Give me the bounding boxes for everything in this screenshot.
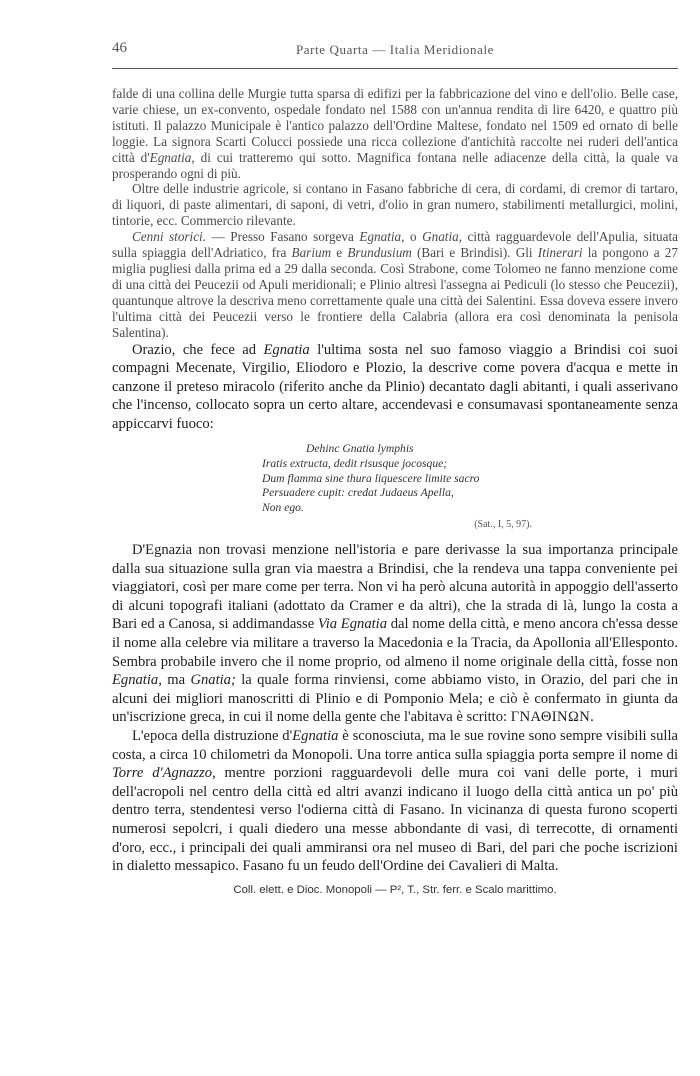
quote-line: Dehinc Gnatia lymphis — [306, 442, 414, 456]
paragraph-industries — [112, 181, 678, 229]
text-span: e — [331, 245, 348, 261]
italic-term: Barium — [291, 245, 332, 261]
header-rule — [112, 68, 678, 69]
paragraph-horace — [112, 341, 678, 434]
italic-term: Via Egnatia — [317, 616, 388, 633]
greek-inscription: ΓΝΑΘΙΝΩΝ. — [510, 709, 595, 726]
text-span: ma — [161, 672, 191, 689]
text-span: , di cui tratteremo qui sotto. Magnifica fontana nelle adiacenze della città, la quale va prosperando ogni di più. — [112, 149, 678, 181]
text-span: , mentre porzioni ragguardevoli delle mura coi vani delle porte, i muri dell'acropoli nel centro della città ed altri avanzi indicano il luogo della città antica un po' più dentro terra, stendentesi verso l'odierna città di Fasano. In vicinanza di questa furono scoperti numerosi sepolcri, i quali diedero una messe abbondante di vasi, di terrecotte, di ornamenti d'oro, ecc., i principali dei quali ammiransi ora nel museo di Bari, del pari che poche iscrizioni in dialetto messapico. Fasano fu un feudo dell'Ordine dei Cavalieri di Malta. — [112, 765, 678, 875]
text-span: , città ragguardevole dell'Apulia, situata sulla spiaggia dell'Adriatico, fra — [112, 229, 678, 261]
italic-term: Gnatia; — [190, 672, 236, 689]
paragraph-egnazia-road — [112, 541, 678, 727]
italic-term: Egnatia, — [112, 672, 162, 689]
text-span: falde di una collina delle Murgie tutta sparsa di edifizi per la fabbricazione del vino e dell'olio. Belle case, varie chiese, un ex-convento, ospedale fondato nel 1588 con un'annua rendita di lire 6420, e quattro più istituti. Il palazzo Municipale è l'antico palazzo dell'Ordine Maltese, fondato nel 1509 ed ornato di belle loggie. La signora Scarti Colucci possiede una ricca collezione d'antichità raccolte nei ruderi dell'antica città d' — [112, 86, 678, 165]
text-span: la pongono a 27 miglia pugliesi dalla prima ed a 29 dalla seconda. Così Strabone, come Tolomeo ne fanno menzione come di una città dei Peucezii od Apuli meridionali; e Plinio altresì l'assegna ai Pediculi (lo stesso che Peucezii), quantunque altrove la descriva meno correttamente quale una città dei Salentini. Essa doveva essere invero l'ultima città dei Peucezii verso le frontiere della Calabria (allora era così denominata la penisola Salentina). — [112, 245, 678, 340]
footer-note: Coll. elett. e Dioc. Monopoli — P², T., Str. ferr. e Scalo marittimo. — [233, 883, 557, 896]
page-header — [112, 40, 678, 64]
text-span: la quale forma rinviensi, come abbiamo visto, in Orazio, del pari che in alcuni dei migliori manoscritti di Plinio e di Pomponio Mela; e ciò è confermato in giunta da un'iscrizione greca, in cui il nome della gente che l'abitava è scritto: — [112, 672, 678, 726]
quote-line: Dum flamma sine thura liquescere limite sacro — [262, 471, 480, 485]
text-span: — Presso Fasano sorgeva — [206, 229, 360, 245]
section-label: Cenni storici. — [132, 229, 207, 245]
italic-term: Egnatia — [149, 149, 192, 165]
quote-line: Persuadere cupit: credat Judaeus Apella, — [262, 486, 454, 500]
text-span: dal nome della città, e meno ancora ch'essa desse il nome alla celebre via militare a traverso la Macedonia e la Tracia, da Apollonia all'Ellesponto. Sembra probabile invero che il nome proprio, od almeno il nome originale della città, fosse non — [112, 616, 678, 670]
italic-term: Torre d'Agnazzo — [112, 765, 213, 782]
text-span: L'epoca della distruzione d' — [132, 727, 293, 744]
italic-term: Egnatia — [292, 727, 339, 744]
italic-term: Brundusium — [347, 245, 412, 261]
italic-term: Gnatia — [422, 229, 459, 245]
text-span: (Bari e Brindisi). Gli — [411, 245, 538, 261]
body-text — [112, 86, 678, 896]
quote-line: Non ego. — [262, 500, 304, 514]
text-span: , o — [401, 229, 423, 245]
running-head: Parte Quarta — Italia Meridionale — [295, 42, 495, 57]
italic-term: Egnatia — [359, 229, 402, 245]
paragraph-ruins — [112, 727, 678, 876]
italic-term: Itinerari — [537, 245, 583, 261]
paragraph-historical-notes — [112, 229, 678, 340]
quote-citation: (Sat., I, 5, 97). — [474, 519, 532, 531]
paragraph-fasano-description — [112, 86, 678, 181]
text-span: è sconosciuta, ma le sue rovine sono sempre visibili sulla costa, a circa 10 chilometri da Monopoli. Una torre antica sulla spiaggia porta sempre il nome di — [112, 727, 678, 763]
text-span: l'ultima sosta nel suo famoso viaggio a Brindisi coi suoi compagni Mecenate, Virgilio, Eliodoro e Plozio, la descrive come povera d'acqua e mette in canzone il preteso miracolo (riferito anche da Plinio) decantato dagli abitanti, i quali asserivano che l'incenso, collocato sopra un certo altare, accendevasi e consumavasi spontaneamente senza appiccarvi fuoco: — [112, 341, 678, 432]
quote-line: Iratis extructa, dedit risusque jocosque; — [262, 457, 448, 471]
italic-term: Egnatia — [263, 341, 310, 358]
page-number: 46 — [112, 40, 127, 56]
latin-quotation — [262, 442, 562, 533]
text-span: D'Egnazia non trovasi menzione nell'istoria e pare derivasse la sua importanza principale dalla sua situazione sulla gran via maestra a Brindisi, che la rendeva una tappa conveniente pei viaggiatori, così per mare come per terra. Non vi ha però alcuna autorità in appoggio dell'asserto di alcuni topografi italiani (adottato da Cramer e da altri), che la strada di là, lungo la costa a Bari ed a Canosa, si addimandasse — [112, 542, 678, 633]
text-span: Oltre delle industrie agricole, si contano in Fasano fabbriche di cera, di cordami, di cremor di tartaro, di liquori, di paste alimentari, di saponi, di vetri, d'olio in gran numero, stabilimenti metallurgici, molini, tintorie, ecc. Commercio rilevante. — [112, 181, 678, 229]
text-span: Orazio, che fece ad — [132, 341, 264, 358]
